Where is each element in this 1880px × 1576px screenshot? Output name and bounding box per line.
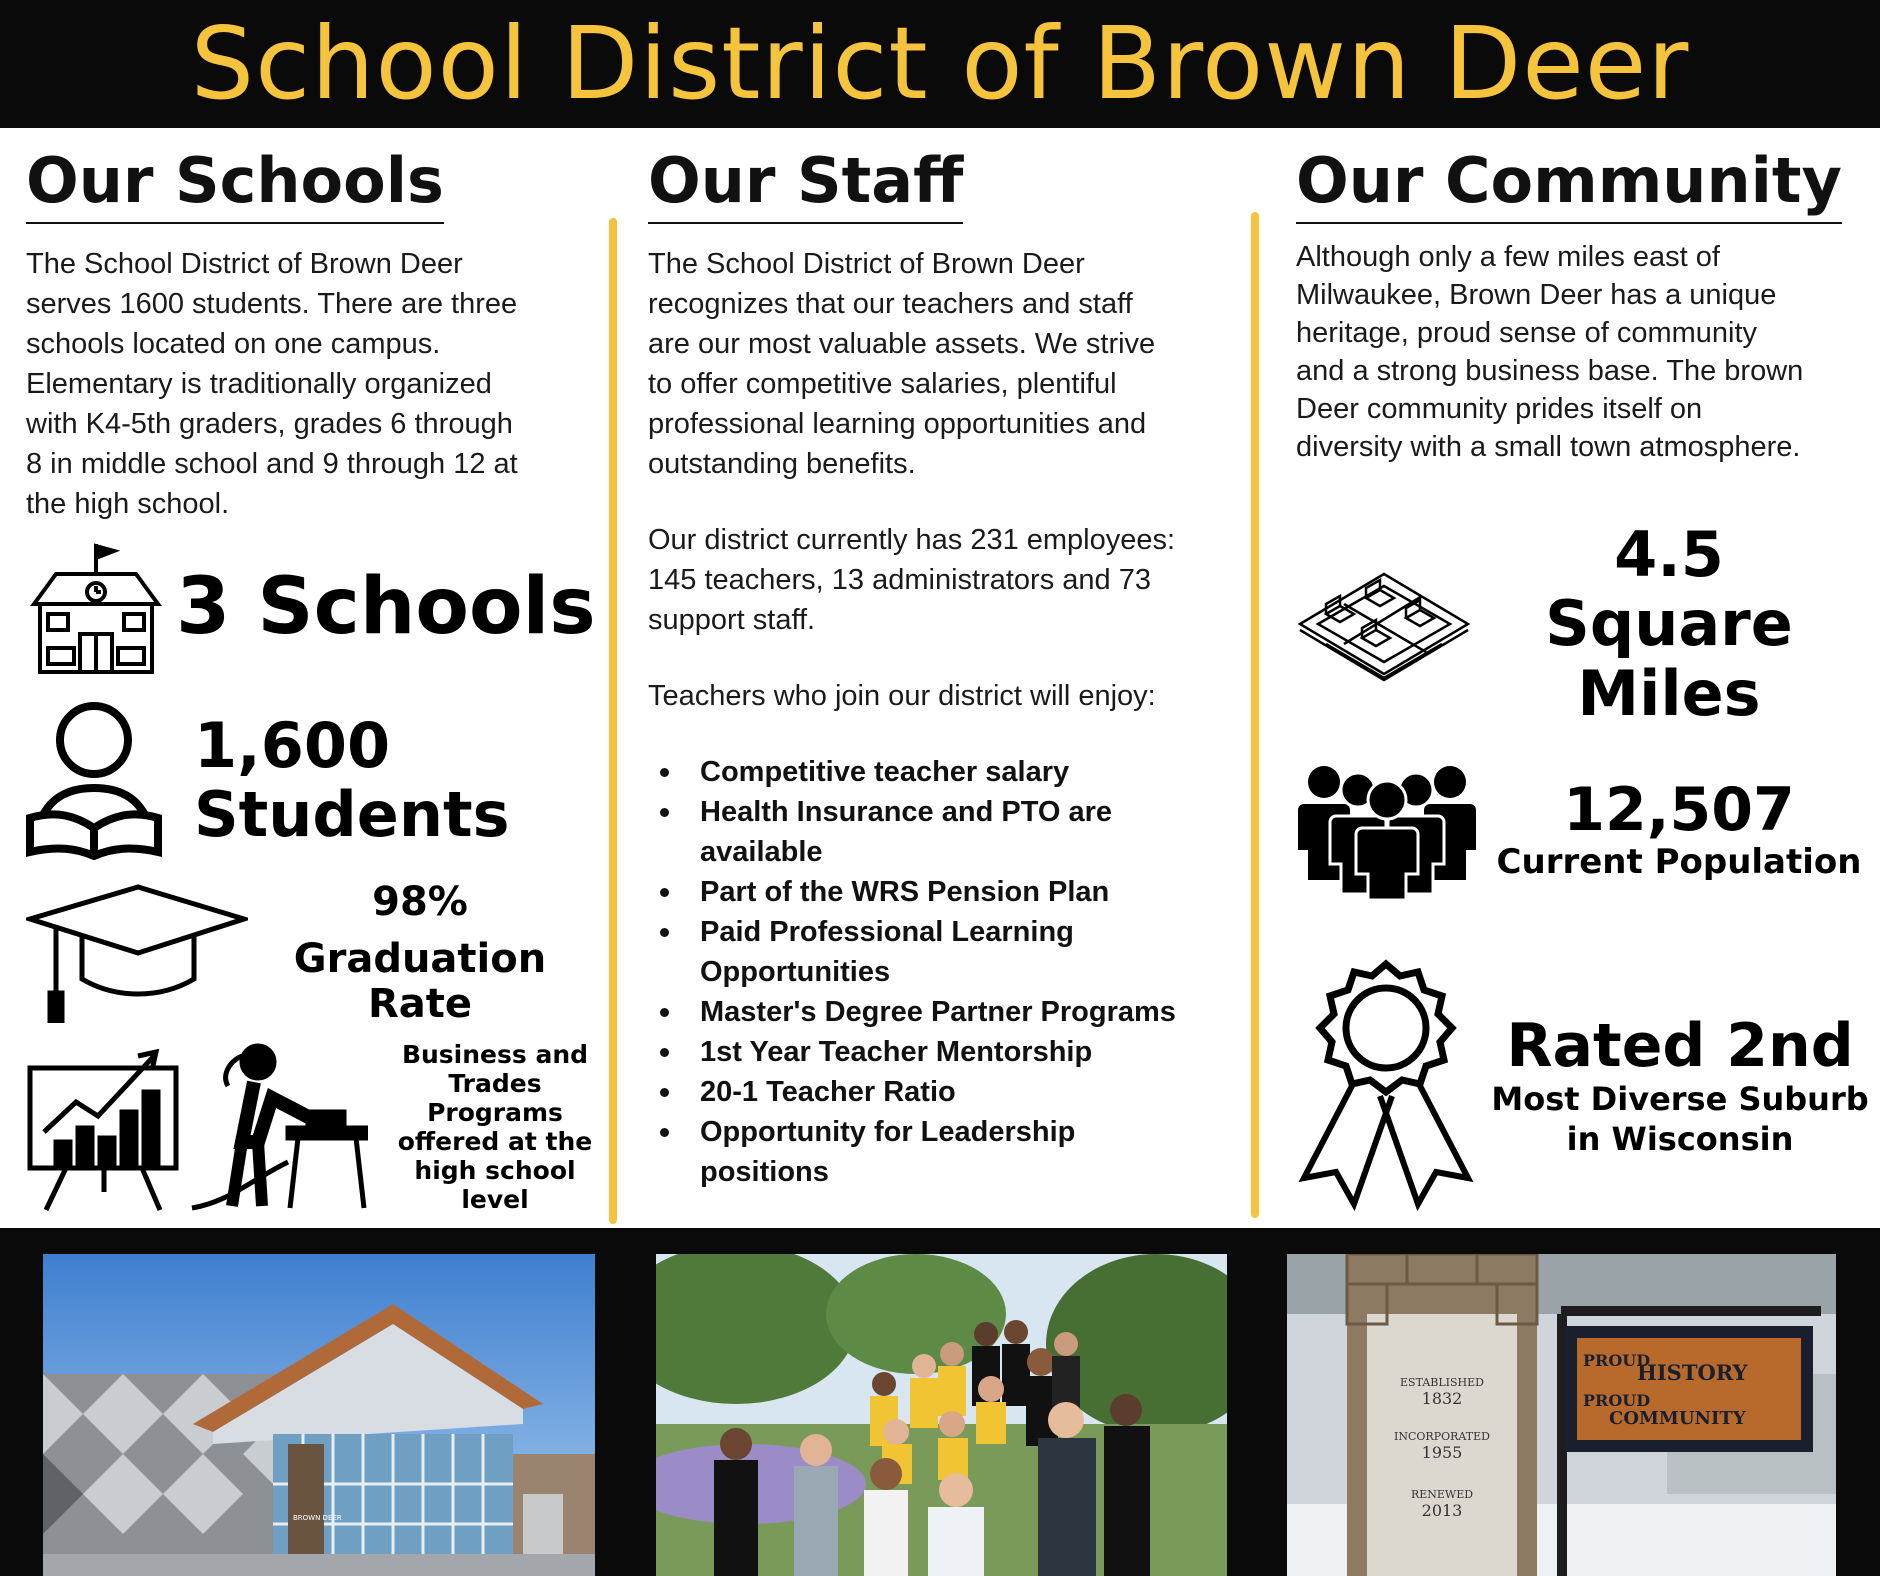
students-count: 1,600 xyxy=(194,708,391,782)
student-reading-icon xyxy=(26,700,162,860)
community-text-line: diversity with a small town atmosphere. xyxy=(1296,431,1801,463)
list-item: Paid Professional Learning Opportunities xyxy=(648,912,1098,992)
schools-count: 3 Schools xyxy=(176,562,596,653)
monument-text: RENEWED xyxy=(1410,1488,1474,1501)
town-map-icon xyxy=(1296,534,1472,714)
schools-text-line: 8 in middle school and 9 through 12 at xyxy=(26,448,518,480)
stat-schools xyxy=(26,540,596,676)
list-item: Competitive teacher salary xyxy=(648,752,1238,792)
trades-text-line: high school level xyxy=(414,1156,576,1214)
award-ribbon-icon xyxy=(1296,958,1476,1214)
schools-text-line: with K4-5th graders, grades 6 through xyxy=(26,408,513,440)
list-item: 20-1 Teacher Ratio xyxy=(648,1072,1238,1112)
staff-text-line: professional learning opportunities and xyxy=(648,408,1147,440)
monument-text: 1832 xyxy=(1421,1389,1463,1408)
schools-text-line: Elementary is traditionally organized xyxy=(26,368,492,400)
benefits-list xyxy=(648,752,1238,1192)
trades-text-line: offered at the xyxy=(397,1127,593,1156)
staff-text-line: Our district currently has 231 employees: xyxy=(648,524,1176,556)
area-line2: Miles xyxy=(1577,656,1761,730)
staff-benefits-intro: Teachers who join our district will enjoy: xyxy=(648,680,1156,712)
list-item: Health Insurance and PTO are available xyxy=(648,792,1138,872)
schools-column xyxy=(26,144,596,524)
community-text-line: Deer community prides itself on xyxy=(1296,393,1703,425)
schools-text-line: The School District of Brown Deer xyxy=(26,248,463,280)
community-text-line: and a strong business base. The brown xyxy=(1296,355,1804,387)
staff-text-line: support staff. xyxy=(648,604,816,636)
staff-intro xyxy=(648,244,1238,484)
school-sign-text: BROWN DEER xyxy=(293,1514,342,1522)
staff-group-photo xyxy=(656,1254,1227,1576)
rating-title: Rated 2nd xyxy=(1506,1011,1854,1081)
stat-students xyxy=(26,700,510,860)
community-text-line: Although only a few miles east of xyxy=(1296,241,1720,273)
rating-line: in Wisconsin xyxy=(1566,1120,1794,1158)
monument-text: 2013 xyxy=(1421,1501,1463,1520)
students-label: Students xyxy=(194,778,510,851)
graduation-cap-icon xyxy=(26,883,248,1023)
stat-graduation xyxy=(26,880,600,1026)
monument-text: 1955 xyxy=(1421,1443,1463,1462)
staff-text-line: 145 teachers, 13 administrators and 73 xyxy=(648,564,1151,596)
monument-text: ESTABLISHED xyxy=(1400,1376,1484,1389)
schools-text-line: the high school. xyxy=(26,488,230,520)
staff-text-line: recognizes that our teachers and staff xyxy=(648,288,1133,320)
stat-trades xyxy=(26,1040,606,1214)
sign-text: PROUD xyxy=(1583,1351,1651,1370)
community-text-line: Milwaukee, Brown Deer has a unique xyxy=(1296,279,1777,311)
community-sign-photo xyxy=(1287,1254,1836,1576)
stat-area xyxy=(1296,520,1834,728)
school-building-photo xyxy=(43,1254,595,1576)
column-divider-right xyxy=(1251,212,1259,1218)
community-column xyxy=(1296,144,1866,466)
list-item: 1st Year Teacher Mentorship xyxy=(648,1032,1238,1072)
community-text-line: heritage, proud sense of community xyxy=(1296,317,1758,349)
staff-text-line: to offer competitive salaries, plentiful xyxy=(648,368,1117,400)
stat-rating xyxy=(1296,958,1870,1214)
schools-heading: Our Schools xyxy=(26,150,444,224)
trades-text-line: Business and xyxy=(401,1040,589,1069)
sign-text: HISTORY xyxy=(1637,1360,1748,1385)
graduation-label: Graduation Rate xyxy=(293,935,547,1027)
community-description xyxy=(1296,238,1866,466)
list-item: Part of the WRS Pension Plan xyxy=(648,872,1238,912)
population-count: 12,507 xyxy=(1563,775,1795,845)
graduation-rate: 98% xyxy=(372,879,468,925)
column-divider-left xyxy=(609,218,617,1224)
people-group-icon xyxy=(1296,760,1478,900)
staff-text-line: are our most valuable assets. We strive xyxy=(648,328,1156,360)
list-item: Opportunity for Leadership positions xyxy=(648,1112,1098,1192)
population-label: Current Population xyxy=(1496,842,1862,882)
list-item: Master's Degree Partner Programs xyxy=(648,992,1238,1032)
schoolhouse-icon xyxy=(26,540,166,676)
staff-text-line: outstanding benefits. xyxy=(648,448,916,480)
schools-description xyxy=(26,244,596,524)
stat-population xyxy=(1296,760,1864,900)
staff-column xyxy=(648,144,1238,1192)
page-title: School District of Brown Deer xyxy=(190,5,1690,122)
trades-text-line: Trades Programs xyxy=(427,1069,563,1127)
staff-employees xyxy=(648,520,1238,640)
title-banner xyxy=(0,0,1880,128)
rating-line: Most Diverse Suburb xyxy=(1491,1080,1869,1118)
woodworker-icon xyxy=(188,1042,368,1212)
growth-chart-icon xyxy=(26,1042,182,1212)
schools-text-line: schools located on one campus. xyxy=(26,328,441,360)
area-line1: 4.5 Square xyxy=(1545,518,1793,661)
staff-heading: Our Staff xyxy=(648,150,963,224)
sign-text: PROUD xyxy=(1583,1391,1651,1410)
staff-text-line: The School District of Brown Deer xyxy=(648,248,1085,280)
monument-text: INCORPORATED xyxy=(1394,1430,1490,1443)
sign-text: COMMUNITY xyxy=(1609,1408,1746,1429)
community-heading: Our Community xyxy=(1296,150,1842,224)
schools-text-line: serves 1600 students. There are three xyxy=(26,288,518,320)
